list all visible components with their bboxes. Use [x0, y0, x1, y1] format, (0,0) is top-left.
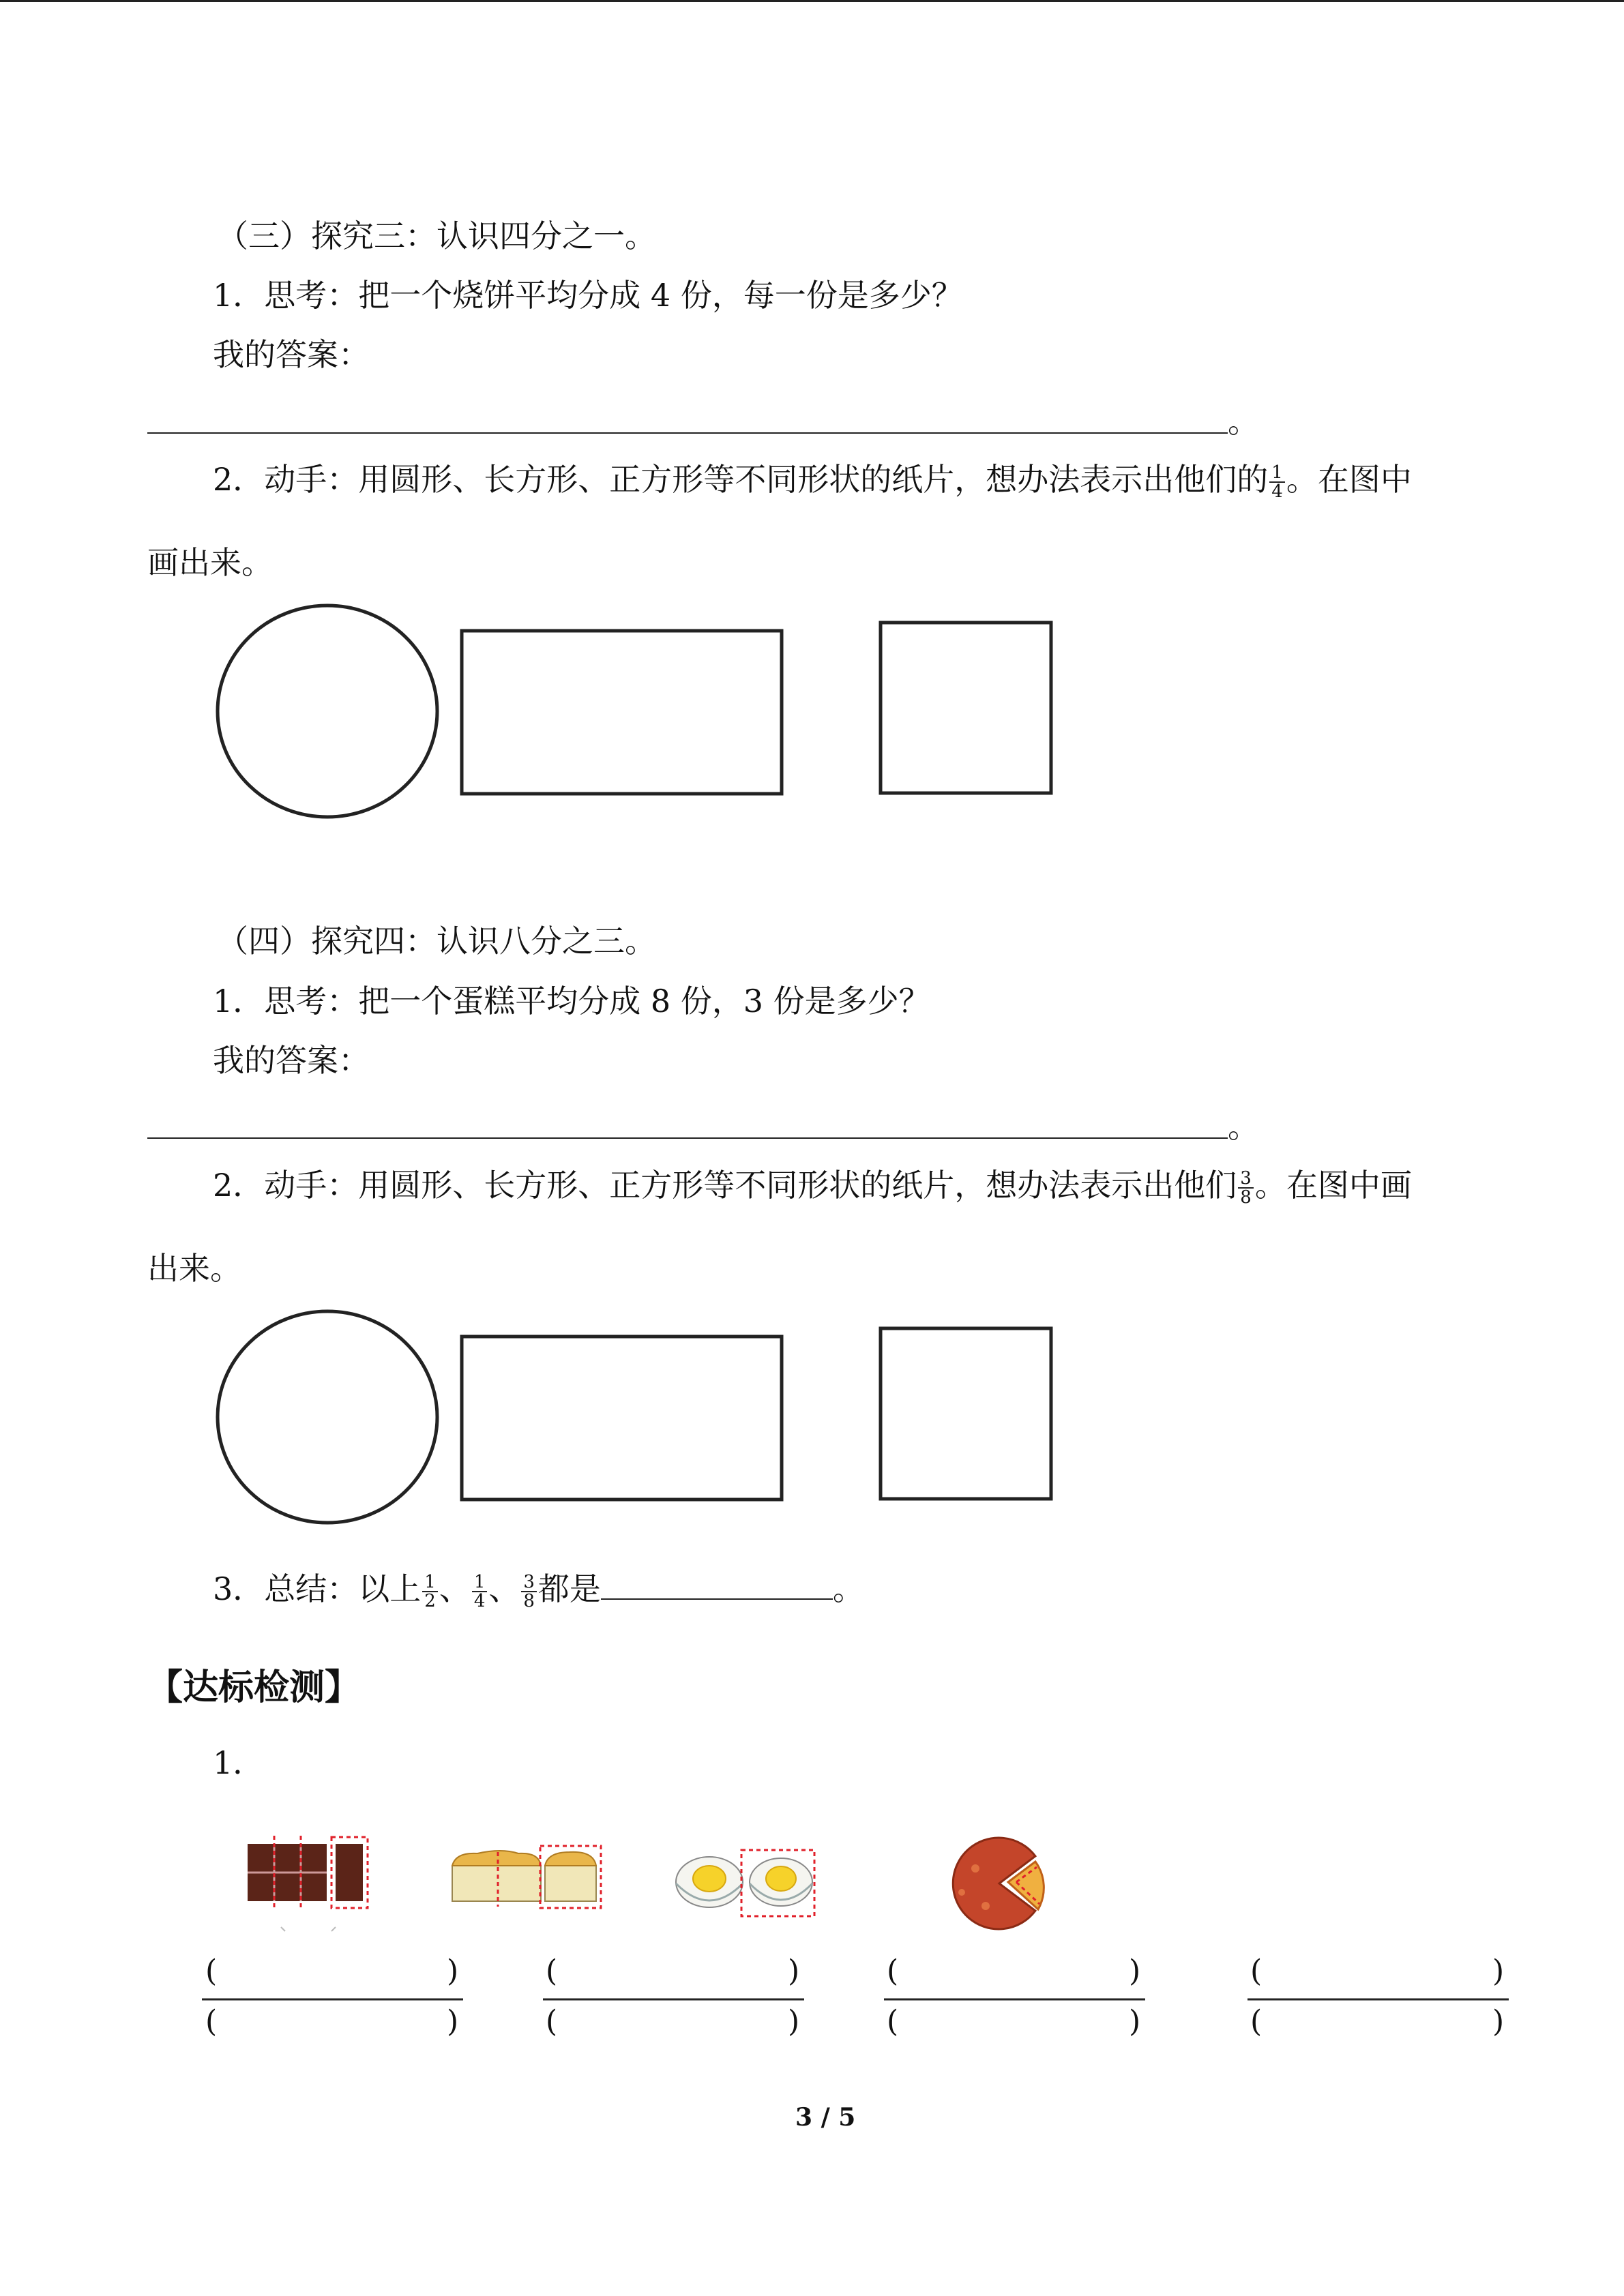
square-shape[interactable] [881, 1328, 1051, 1499]
page-number: 3 / 5 [795, 2103, 856, 2132]
section4-question1: 1．思考：把一个蛋糕平均分成 8 份，3 份是多少？ [213, 983, 930, 1019]
fraction-denominator: 8 [1240, 1187, 1252, 1208]
section3-q2-text: 2．动手：用圆形、长方形、正方形等不同形状的纸片，想办法表示出他们的 [213, 461, 1269, 498]
denominator-close-paren: ) [1492, 2004, 1505, 2039]
denominator-close-paren: ) [788, 2004, 800, 2039]
section4-q2-text-end: 。在图中画 [1254, 1167, 1412, 1204]
bread-loaf-icon [452, 1846, 601, 1908]
circle-shape[interactable] [218, 606, 437, 817]
fraction-denominator: 2 [424, 1591, 436, 1611]
fraction-denominator: 4 [1271, 481, 1283, 502]
test-item-number: 1． [213, 1744, 265, 1781]
section3-q2-text-end: 。在图中 [1286, 461, 1412, 498]
summary-period: 。 [832, 1570, 864, 1607]
boiled-egg-icon [676, 1850, 814, 1916]
section4-answer-label: 我的答案： [213, 1042, 370, 1079]
rectangle-shape[interactable] [462, 1337, 782, 1500]
numerator-open-paren: ( [887, 1954, 899, 1988]
denominator-open-paren: ( [546, 2004, 558, 2039]
fraction-numerator: 1 [1269, 464, 1285, 483]
numerator-close-paren: ) [1492, 1954, 1505, 1988]
numerator-open-paren: ( [1250, 1954, 1263, 1988]
fraction-numerator: 3 [1238, 1169, 1254, 1189]
fraction-denominator: 4 [473, 1591, 486, 1611]
summary-text: 3．总结：以上 [213, 1570, 422, 1607]
numerator-open-paren: ( [546, 1954, 558, 1988]
section3-answer-label: 我的答案： [213, 336, 370, 373]
section3-question2-line2: 画出来。 [147, 544, 273, 581]
separator: 、 [488, 1570, 520, 1607]
section4-answer-period: 。 [1228, 1108, 1259, 1145]
summary-text-mid: 都是 [537, 1570, 601, 1607]
denominator-close-paren: ) [1129, 2004, 1141, 2039]
numerator-open-paren: ( [205, 1954, 218, 1988]
pie-icon [953, 1838, 1044, 1929]
fraction-numerator: 1 [472, 1573, 488, 1592]
section3-answer-period: 。 [1228, 403, 1259, 440]
fraction-numerator: 1 [422, 1573, 438, 1592]
rectangle-shape[interactable] [462, 631, 782, 794]
denominator-open-paren: ( [887, 2004, 899, 2039]
denominator-close-paren: ) [447, 2004, 459, 2039]
numerator-close-paren: ) [1129, 1954, 1141, 1988]
section4-q2-text: 2．动手：用圆形、长方形、正方形等不同形状的纸片，想办法表示出他们 [213, 1167, 1237, 1204]
fraction-denominator: 8 [523, 1591, 535, 1611]
denominator-open-paren: ( [205, 2004, 218, 2039]
test-heading: 【达标检测】 [147, 1667, 361, 1708]
separator: 、 [439, 1570, 471, 1607]
section3-title: （三）探究三：认识四分之一。 [217, 218, 656, 254]
square-shape[interactable] [881, 623, 1051, 793]
denominator-open-paren: ( [1250, 2004, 1263, 2039]
section3-question1: 1．思考：把一个烧饼平均分成 4 份，每一份是多少？ [213, 277, 963, 314]
chocolate-bar-icon [248, 1836, 368, 1931]
section4-title: （四）探究四：认识八分之三。 [217, 923, 656, 959]
numerator-close-paren: ) [788, 1954, 800, 1988]
circle-shape[interactable] [218, 1311, 437, 1523]
fraction-numerator: 3 [521, 1573, 537, 1592]
numerator-close-paren: ) [447, 1954, 459, 1988]
section4-question2-line2: 出来。 [147, 1250, 241, 1287]
